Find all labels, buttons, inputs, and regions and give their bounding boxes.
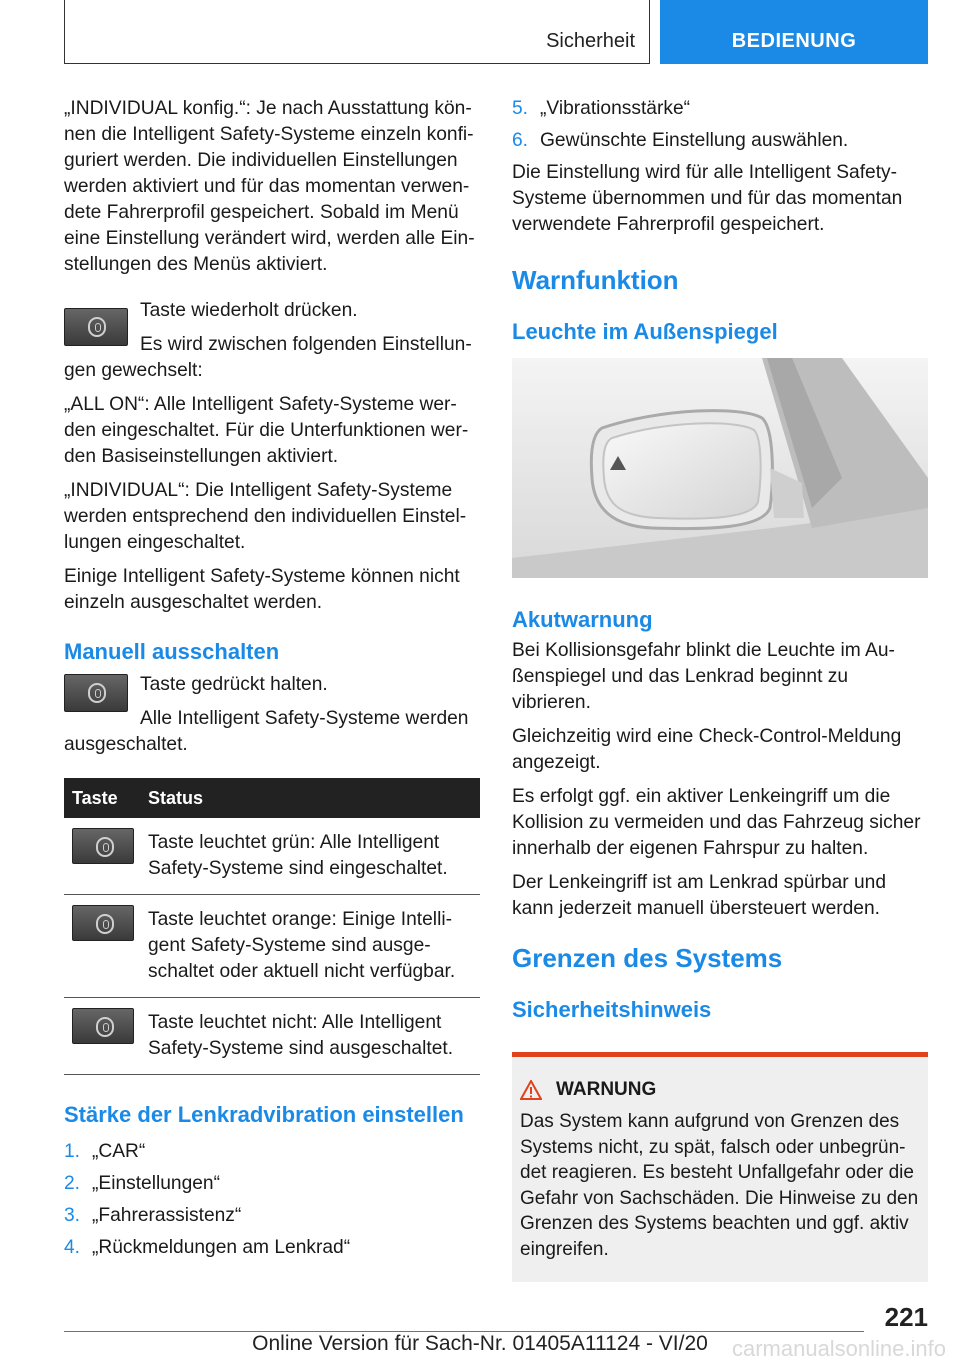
warning-text: Das System kann aufgrund von Grenzen des Systems nicht, zu spät, falsch oder unbegründet reagieren. Es besteht Unfallgefahr oder die Gefahr von Sachschäden. Die Hinweise zu den Grenzen des Systems beachten und ggf. aktiv eingreifen. (520, 1111, 919, 1260)
individual-text: „INDIVIDUAL“: Die Intelligent Safety-Systeme werden entsprechend den individuellen Einstellungen eingeschaltet. (64, 480, 467, 553)
acute-p1: Bei Kollisionsgefahr blinkt die Leuchte im Außenspiegel und das Lenkrad beginnt zu vibrieren. (512, 640, 895, 713)
press-repeat-text: Taste wiederholt drücken. (140, 300, 358, 321)
warning-title: WARNUNG (556, 1079, 657, 1100)
mirror-light-heading: Leuchte im Außenspiegel (512, 319, 778, 344)
safety-button-icon (64, 308, 128, 346)
all-on-text: „ALL ON“: Alle Intelligent Safety-Systeme werden eingeschaltet. Für die Unterfunktionen werden Basiseinstellungen aktiviert. (64, 394, 469, 467)
list-item: 1. „CAR“ (64, 1141, 146, 1162)
all-off-text: Alle Intelligent Safety-Systeme werden ausgeschaltet. (64, 708, 469, 755)
status-cell: Taste leuchtet nicht: Alle Intelligent Safety-Systeme sind ausgeschaltet. (140, 998, 480, 1075)
warning-header (520, 1079, 920, 1101)
manual-off-heading: Manuell ausschalten (64, 639, 280, 664)
table-row (64, 998, 480, 1075)
side-mirror-illustration (512, 358, 928, 578)
header-chapter-tab (660, 0, 928, 64)
header-chapter-label: BEDIENUNG (731, 30, 857, 52)
acute-p2: Gleichzeitig wird eine Check-Control-Meldung angezeigt. (512, 726, 902, 773)
press-repeat-block (64, 298, 480, 384)
hold-button-block (64, 672, 480, 758)
vibration-heading: Stärke der Lenkradvibration einstellen (64, 1102, 464, 1127)
header-section-box (64, 0, 650, 64)
list-item: 5. „Vibrationsstärke“ (512, 98, 691, 119)
footer-version: Online Version für Sach-Nr. 01405A11124 - VI/20 (252, 1332, 708, 1355)
warning-box (512, 1052, 928, 1282)
list-item: 6. Gewünschte Einstellung auswählen. (512, 130, 849, 151)
status-table (64, 778, 480, 1075)
steps-list-right (512, 96, 928, 154)
table-header-status: Status (140, 778, 480, 818)
intro-paragraph: „INDIVIDUAL konfig.“: Je nach Ausstattung können die Intelligent Safety-Systeme einzeln konfiguriert werden. Die individuellen Einstellungen werden aktiviert und für das momentan verwendete Fahrerprofil gespeichert. Sobald im Menü eine Einstellung verändert wird, werden alle Einstellungen des Menüs aktiviert. (64, 98, 475, 275)
switch-between-text: Es wird zwischen folgenden Einstellungen gewechselt: (64, 334, 472, 381)
watermark: carmanualsonline.info (731, 1336, 946, 1361)
list-item: 3. „Fahrerassistenz“ (64, 1205, 242, 1226)
page-header (64, 0, 928, 64)
warning-triangle-icon (520, 1080, 542, 1100)
acute-warning-heading: Akutwarnung (512, 607, 653, 632)
acute-p3: Es erfolgt ggf. ein aktiver Lenkeingriff um die Kollision zu vermeiden und das Fahrzeug sicher innerhalb der eigenen Fahrspur zu halten. (512, 786, 921, 859)
safety-button-icon (72, 905, 134, 941)
left-column (64, 96, 480, 1267)
side-mirror-image (512, 358, 928, 578)
some-cannot-text: Einige Intelligent Safety-Systeme können nicht einzeln ausgeschaltet werden. (64, 566, 460, 613)
acute-p4: Der Lenkeingriff ist am Lenkrad spürbar und kann jederzeit manuell übersteuert werden. (512, 872, 887, 919)
setting-applied-text: Die Einstellung wird für alle Intelligent Safety-Systeme übernommen und für das momentan verwendete Fahrerprofil gespeichert. (512, 162, 903, 235)
list-item: 4. „Rückmeldungen am Lenkrad“ (64, 1237, 351, 1258)
table-row (64, 895, 480, 998)
steps-list-left (64, 1139, 480, 1261)
safety-button-icon (72, 828, 134, 864)
hold-button-text: Taste gedrückt halten. (140, 674, 328, 695)
limits-heading: Grenzen des Systems (512, 943, 783, 973)
table-header-button: Taste (64, 778, 140, 818)
list-item: 2. „Einstellungen“ (64, 1173, 220, 1194)
status-cell: Taste leuchtet orange: Einige Intelligent Safety-Systeme sind ausgeschaltet oder aktuell nicht verfügbar. (140, 895, 480, 998)
page-number: 221 (884, 1302, 928, 1332)
status-cell: Taste leuchtet grün: Alle Intelligent Safety-Systeme sind eingeschaltet. (140, 818, 480, 895)
safety-button-icon (72, 1008, 134, 1044)
warn-function-heading: Warnfunktion (512, 265, 679, 295)
header-section-title: Sicherheit (546, 30, 635, 52)
table-row (64, 818, 480, 895)
right-column (512, 96, 928, 1282)
safety-button-icon (64, 674, 128, 712)
safety-note-heading: Sicherheitshinweis (512, 997, 712, 1022)
